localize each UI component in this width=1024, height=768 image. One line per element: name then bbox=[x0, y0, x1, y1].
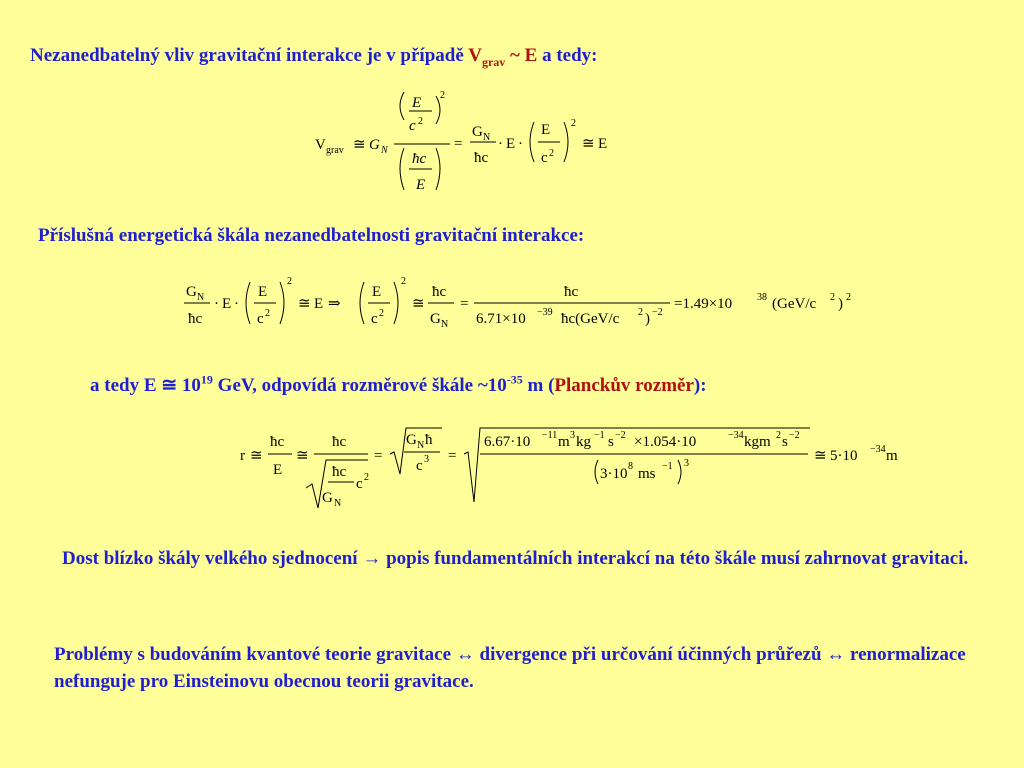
svg-text:−34: −34 bbox=[728, 430, 744, 441]
svg-text:2: 2 bbox=[418, 116, 423, 127]
svg-text:N: N bbox=[334, 498, 342, 509]
svg-text:E: E bbox=[372, 284, 382, 300]
svg-text:ħc(GeV/c: ħc(GeV/c bbox=[561, 311, 620, 327]
svg-text:2: 2 bbox=[379, 308, 384, 319]
svg-text:s: s bbox=[782, 434, 788, 450]
svg-text:kgm: kgm bbox=[744, 434, 771, 450]
svg-text:G: G bbox=[406, 432, 417, 448]
heading-text: Nezanedbatelný vliv gravitační interakce je v případě bbox=[30, 45, 464, 66]
svg-text:−11: −11 bbox=[542, 430, 558, 441]
svg-text:ms: ms bbox=[638, 466, 656, 482]
svg-text:N: N bbox=[197, 292, 205, 303]
svg-text:−1: −1 bbox=[594, 430, 605, 441]
svg-text:·: · bbox=[498, 136, 503, 152]
svg-text:2: 2 bbox=[846, 292, 851, 303]
svg-text:ħc: ħc bbox=[270, 434, 285, 450]
svg-text:−34: −34 bbox=[870, 444, 886, 455]
svg-text:=: = bbox=[374, 448, 383, 464]
svg-text:E: E bbox=[314, 296, 324, 312]
svg-text:8: 8 bbox=[628, 461, 633, 472]
svg-text:6.71×10: 6.71×10 bbox=[476, 311, 526, 327]
svg-text:≅: ≅ bbox=[353, 137, 366, 153]
svg-text:E: E bbox=[506, 136, 516, 152]
equation-energy-scale bbox=[180, 270, 860, 340]
svg-text:m: m bbox=[558, 434, 570, 450]
svg-text:N: N bbox=[483, 132, 491, 143]
svg-text:2: 2 bbox=[638, 307, 643, 318]
svg-text:ħc: ħc bbox=[332, 464, 347, 480]
svg-text:2: 2 bbox=[830, 292, 835, 303]
svg-text:2: 2 bbox=[549, 148, 554, 159]
svg-text:ħ: ħ bbox=[425, 432, 433, 448]
svg-text:2: 2 bbox=[571, 118, 576, 129]
svg-text:G: G bbox=[369, 137, 380, 153]
svg-text:⇒: ⇒ bbox=[328, 296, 341, 312]
svg-text:m: m bbox=[886, 448, 898, 464]
svg-text:2: 2 bbox=[401, 276, 406, 287]
svg-text:2: 2 bbox=[287, 276, 292, 287]
svg-text:·: · bbox=[234, 296, 239, 312]
svg-text:r: r bbox=[240, 448, 245, 464]
svg-text:2: 2 bbox=[776, 430, 781, 441]
svg-text:3: 3 bbox=[684, 458, 689, 469]
svg-text:c: c bbox=[257, 311, 264, 327]
equation-planck-length bbox=[236, 424, 916, 514]
heading-energy-scale: Příslušná energetická škála nezanedbatelnosti gravitační interakce: bbox=[38, 225, 585, 246]
svg-text:G: G bbox=[186, 284, 197, 300]
svg-text:≅: ≅ bbox=[250, 448, 263, 464]
svg-text:E: E bbox=[222, 296, 232, 312]
svg-text:3: 3 bbox=[424, 454, 429, 465]
svg-text:G: G bbox=[322, 490, 333, 506]
v-grav: $V_{grav}$ ~ E bbox=[468, 45, 538, 69]
heading-gravity-condition bbox=[30, 44, 597, 68]
svg-text:−2: −2 bbox=[652, 307, 663, 318]
paragraph-quantum-gravity: Problémy s budováním kvantové teorie gravitace ↔ divergence při určování účinných průřezů ↔ renormalizace nefunguje pro Einsteinovu obecnou teorii gravitace. bbox=[54, 644, 966, 692]
svg-text:2: 2 bbox=[265, 308, 270, 319]
svg-text:c: c bbox=[416, 458, 423, 474]
svg-text:E: E bbox=[416, 177, 426, 193]
svg-text:kg: kg bbox=[576, 434, 591, 450]
svg-text:·: · bbox=[518, 136, 523, 152]
svg-text:ħc: ħc bbox=[412, 151, 427, 167]
svg-text:E: E bbox=[258, 284, 268, 300]
svg-text:E: E bbox=[598, 136, 608, 152]
svg-text:·: · bbox=[214, 296, 219, 312]
svg-text:c: c bbox=[371, 311, 378, 327]
svg-text:5·10: 5·10 bbox=[830, 448, 858, 464]
svg-text:): ) bbox=[838, 296, 843, 312]
svg-text:≅: ≅ bbox=[582, 136, 595, 152]
planck-length-label: Planckův rozměr bbox=[554, 375, 694, 396]
svg-text:ħc: ħc bbox=[474, 150, 489, 166]
svg-text:ħc: ħc bbox=[188, 311, 203, 327]
svg-text:≅: ≅ bbox=[814, 448, 827, 464]
equation-vgrav bbox=[312, 86, 632, 198]
svg-text:ħc: ħc bbox=[564, 284, 579, 300]
svg-text:E: E bbox=[273, 462, 283, 478]
svg-text:s: s bbox=[608, 434, 614, 450]
svg-text:≅: ≅ bbox=[298, 296, 311, 312]
svg-text:E: E bbox=[541, 122, 551, 138]
svg-text:2: 2 bbox=[364, 472, 369, 483]
svg-text:≅: ≅ bbox=[296, 448, 309, 464]
svg-text:N: N bbox=[381, 145, 388, 156]
svg-text:c: c bbox=[541, 150, 548, 166]
svg-text:3·10: 3·10 bbox=[600, 466, 628, 482]
svg-text:−39: −39 bbox=[537, 307, 553, 318]
svg-text:=: = bbox=[460, 296, 469, 312]
svg-text:E: E bbox=[412, 95, 422, 111]
svg-text:=: = bbox=[448, 448, 457, 464]
svg-text:−1: −1 bbox=[662, 461, 673, 472]
svg-text:6.67·10: 6.67·10 bbox=[484, 434, 531, 450]
paragraph-unification: Dost blízko škály velkého sjednocení → popis fundamentálních interakcí na této škále musí zahrnovat gravitaci. bbox=[62, 548, 969, 569]
svg-text:c: c bbox=[409, 118, 416, 134]
svg-text:): ) bbox=[645, 311, 650, 327]
svg-text:×1.054·10: ×1.054·10 bbox=[634, 434, 697, 450]
svg-text:38: 38 bbox=[757, 292, 767, 303]
svg-text:ħc: ħc bbox=[332, 434, 347, 450]
svg-text:−2: −2 bbox=[615, 430, 626, 441]
svg-text:G: G bbox=[430, 311, 441, 327]
svg-text:3: 3 bbox=[570, 430, 575, 441]
heading-suffix: a tedy: bbox=[542, 45, 598, 66]
svg-text:=1.49×10: =1.49×10 bbox=[674, 296, 733, 312]
svg-text:c: c bbox=[356, 476, 363, 492]
svg-text:(GeV/c: (GeV/c bbox=[772, 296, 817, 312]
svg-text:ħc: ħc bbox=[432, 284, 447, 300]
svg-text:−2: −2 bbox=[789, 430, 800, 441]
svg-text:2: 2 bbox=[440, 90, 445, 101]
svg-text:G: G bbox=[472, 124, 483, 140]
svg-text:V: V bbox=[315, 137, 326, 153]
svg-text:=: = bbox=[454, 136, 463, 152]
svg-text:≅: ≅ bbox=[412, 296, 425, 312]
heading-planck-length: a tedy E ≅ $10^{19}$ GeV, odpovídá rozměrové škále $\sim 10^{-35}$ m (Planckův rozměr): bbox=[90, 372, 707, 396]
svg-text:N: N bbox=[441, 319, 449, 330]
svg-text:grav: grav bbox=[326, 145, 344, 156]
svg-text:N: N bbox=[417, 440, 425, 451]
